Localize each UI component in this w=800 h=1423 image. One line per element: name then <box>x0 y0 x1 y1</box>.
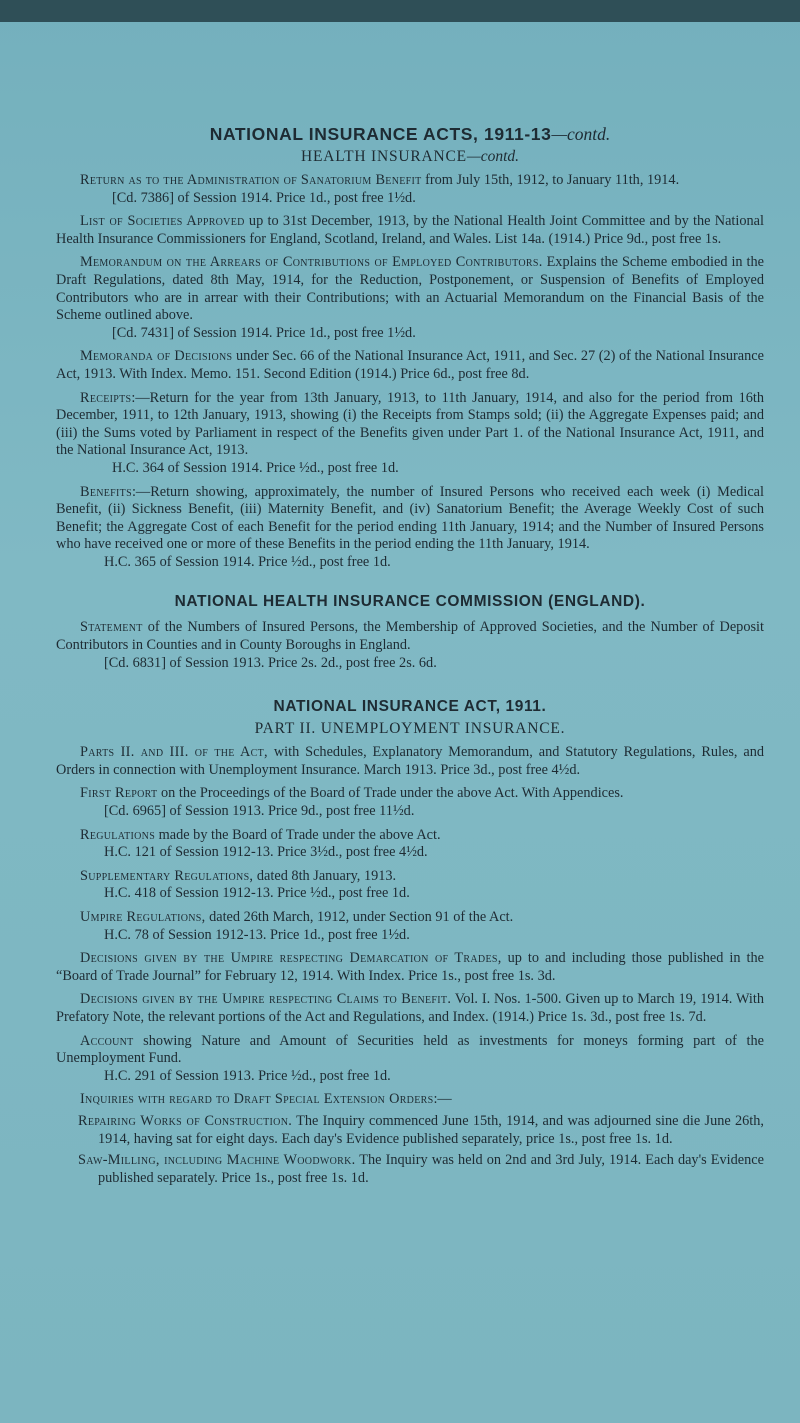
entry-text: :—Return for the year from 13th January, 1913, to 11th January, 1914, and also for the period from 16th December, 1911, to 12th January, 1913, showing (i) the Receipts from Stamps sold; (ii) the Aggregate Expenses paid; and (iii) the Sums voted by Parliament in respect of the Benefits given under Part 1. of the National Insurance Act, 1911, and the National Insurance Act, 1913. <box>56 389 764 459</box>
entry-text: from July 15th, 1912, to January 11th, 1914. <box>421 172 680 188</box>
entry-receipts <box>56 390 764 478</box>
entry-reference: H.C. 365 of Session 1914. Price ½d., post free 1d. <box>104 553 391 570</box>
entry-paragraph <box>56 484 764 554</box>
entry-lead: Account <box>80 1032 134 1049</box>
entry-text: Explains the Scheme embodied in the Draft Regulations, dated 8th May, 1914, for the Reduction, Postponement, or Suspension of Benefits of Employed Contributors who are in arrear with their Contributions; with an Actuarial Memorandum on the Financial Basis of the Scheme outlined above. <box>56 254 764 324</box>
entry-text: :— <box>433 1091 452 1108</box>
entry-text: up to 31st December, 1913, by the National Health Joint Committee and by the National Health Insurance Commissioners for England, Scotland, Ireland, and Wales. List 14a. (1914.) Price 9d., post free 1s. <box>56 213 764 247</box>
entry-paragraph <box>56 909 764 927</box>
entry-paragraph <box>56 254 764 324</box>
entry-text: :—Return showing, approximately, the number of Insured Persons who received each week (i) Medical Benefit, (ii) Sickness Benefit, (iii) Maternity Benefit, and (iv) Sanatorium Benefit; the Average Weekly Cost of such Benefit; the Aggregate Cost of each Benefit for the period ending 11th January, 1914; and the Number of Insured Persons who have received one or more of these Benefits in the period ending the 11th January, 1914. <box>56 483 764 553</box>
entry-paragraph <box>56 348 764 383</box>
entry-reference: [Cd. 7431] of Session 1914. Price 1d., post free 1½d. <box>112 324 416 341</box>
entry-lead: Statement <box>80 619 143 636</box>
entry-paragraph <box>56 785 764 803</box>
entry-text: The Inquiry was held on 2nd and 3rd July, 1914. Each day's Evidence published separately. Price 1s., post free 1s. 1d. <box>98 1152 764 1186</box>
entry-inquiries <box>56 1091 764 1109</box>
entry-text: Vol. I. Nos. 1-500. Given up to March 19, 1914. With Prefatory Note, the relevant portions of the Act and Regulations, and Index. (1914.) Price 1s. 3d., post free 1s. 7d. <box>56 991 764 1025</box>
entry-lead: Saw-Milling, including Machine Woodwork. <box>78 1152 356 1169</box>
entry-lead: Regulations <box>80 826 156 843</box>
entry-lead: Supplementary Regulations, <box>80 867 254 884</box>
inquiry-item <box>56 1152 764 1187</box>
page-title: NATIONAL INSURANCE ACTS, 1911-13—contd. <box>209 124 611 144</box>
entry-paragraph <box>56 213 764 248</box>
entry-sanatorium-return <box>56 172 764 207</box>
entry-text: dated 26th March, 1912, under Section 91 of the Act. <box>205 909 514 925</box>
entry-paragraph <box>56 991 764 1026</box>
entry-text: with Schedules, Explanatory Memorandum, and Statutory Regulations, Rules, and Orders in connection with Unemployment Insurance. March 1913. Price 3d., post free 4½d. <box>56 744 764 778</box>
entry-text: The Inquiry commenced June 15th, 1914, and was adjourned sine die June 26th, 1914, having sat for eight days. Each day's Evidence published separately, price 1s., post free 1s. 1d. <box>98 1112 764 1147</box>
section-part-heading: PART II. UNEMPLOYMENT INSURANCE. <box>254 720 566 738</box>
entry-reference: H.C. 364 of Session 1914. Price ½d., post free 1d. <box>112 459 399 476</box>
entry-paragraph <box>56 827 764 845</box>
entry-lead: Repairing Works of Construction. <box>78 1112 293 1129</box>
entry-lead: Return as to the Administration of Sanatorium Benefit <box>80 172 422 188</box>
inquiry-item <box>56 1113 764 1148</box>
entry-paragraph <box>56 390 764 460</box>
entry-text: under Sec. 66 of the National Insurance Act, 1911, and Sec. 27 (2) of the National Insurance Act, 1913. With Index. Memo. 151. Second Edition (1914.) Price 6d., post free 8d. <box>56 348 764 382</box>
entry-reference: [Cd. 7386] of Session 1914. Price 1d., post free 1½d. <box>112 189 416 206</box>
section-title-act-1911: NATIONAL INSURANCE ACT, 1911. <box>273 698 547 716</box>
entry-decisions-claims <box>56 991 764 1026</box>
entry-paragraph <box>56 619 764 654</box>
entry-lead: Receipts <box>80 389 132 406</box>
page-subtitle: HEALTH INSURANCE—contd. <box>300 148 520 165</box>
entry-decisions-demarcation <box>56 950 764 985</box>
entry-lead: Benefits <box>80 483 132 500</box>
entry-text: showing Nature and Amount of Securities held as investments for moneys forming part of the Unemployment Fund. <box>56 1032 764 1067</box>
entry-text: of the Numbers of Insured Persons, the Membership of Approved Societies, and the Number of Deposit Contributors in Counties and in County Boroughs in England. <box>56 619 764 654</box>
entry-lead: Memorandum on the Arrears of Contributions of Employed Contributors. <box>80 254 543 271</box>
entry-text: made by the Board of Trade under the above Act. <box>155 826 441 843</box>
entry-text: up to and including those published in the “Board of Trade Journal” for February 12, 1914. With Index. Price 1s., post free 1s. 3d. <box>56 950 764 984</box>
entry-paragraph <box>56 868 764 886</box>
section-title-commission: NATIONAL HEALTH INSURANCE COMMISSION (ENGLAND). <box>174 593 646 611</box>
scan-top-edge <box>0 0 800 22</box>
entry-lead: Decisions given by the Umpire respecting Demarcation of Trades, <box>80 950 502 967</box>
entry-reference: [Cd. 6831] of Session 1913. Price 2s. 2d., post free 2s. 6d. <box>104 654 437 671</box>
entry-paragraph <box>56 744 764 779</box>
entry-supplementary-regulations <box>56 868 764 903</box>
entry-parts-of-act <box>56 744 764 779</box>
document-body <box>56 124 764 1187</box>
entry-reference: H.C. 291 of Session 1913. Price ½d., post free 1d. <box>104 1067 391 1084</box>
entry-paragraph <box>56 950 764 985</box>
entry-lead: List of Societies Approved <box>80 213 245 230</box>
entry-lead: First Report <box>80 785 158 802</box>
entry-first-report <box>56 785 764 820</box>
entry-benefits <box>56 484 764 572</box>
entry-reference: H.C. 418 of Session 1912-13. Price ½d., post free 1d. <box>104 885 410 902</box>
entry-paragraph <box>56 172 764 190</box>
entry-reference: [Cd. 6965] of Session 1913. Price 9d., post free 11½d. <box>104 803 415 820</box>
entry-memoranda-decisions <box>56 348 764 383</box>
entry-lead: Memoranda of Decisions <box>80 348 233 365</box>
entry-memorandum-arrears <box>56 254 764 342</box>
entry-lead: Decisions given by the Umpire respecting Claims to Benefit. <box>80 991 452 1008</box>
entry-text: on the Proceedings of the Board of Trade under the above Act. With Appendices. <box>157 785 624 802</box>
entry-statement <box>56 619 764 672</box>
entry-list-of-societies <box>56 213 764 248</box>
entry-reference: H.C. 78 of Session 1912-13. Price 1d., post free 1½d. <box>104 926 410 943</box>
entry-umpire-regulations <box>56 909 764 944</box>
entry-account <box>56 1033 764 1086</box>
entry-regulations <box>56 827 764 862</box>
entry-lead: Parts II. and III. of the Act, <box>80 744 268 761</box>
entry-reference: H.C. 121 of Session 1912-13. Price 3½d., post free 4½d. <box>104 844 428 861</box>
entry-text: dated 8th January, 1913. <box>253 867 397 884</box>
entry-paragraph <box>56 1091 764 1109</box>
entry-paragraph <box>56 1033 764 1068</box>
entry-lead: Umpire Regulations, <box>80 909 206 925</box>
inquiry-list <box>56 1113 764 1187</box>
entry-lead: Inquiries with regard to Draft Special Extension Orders <box>80 1091 434 1108</box>
